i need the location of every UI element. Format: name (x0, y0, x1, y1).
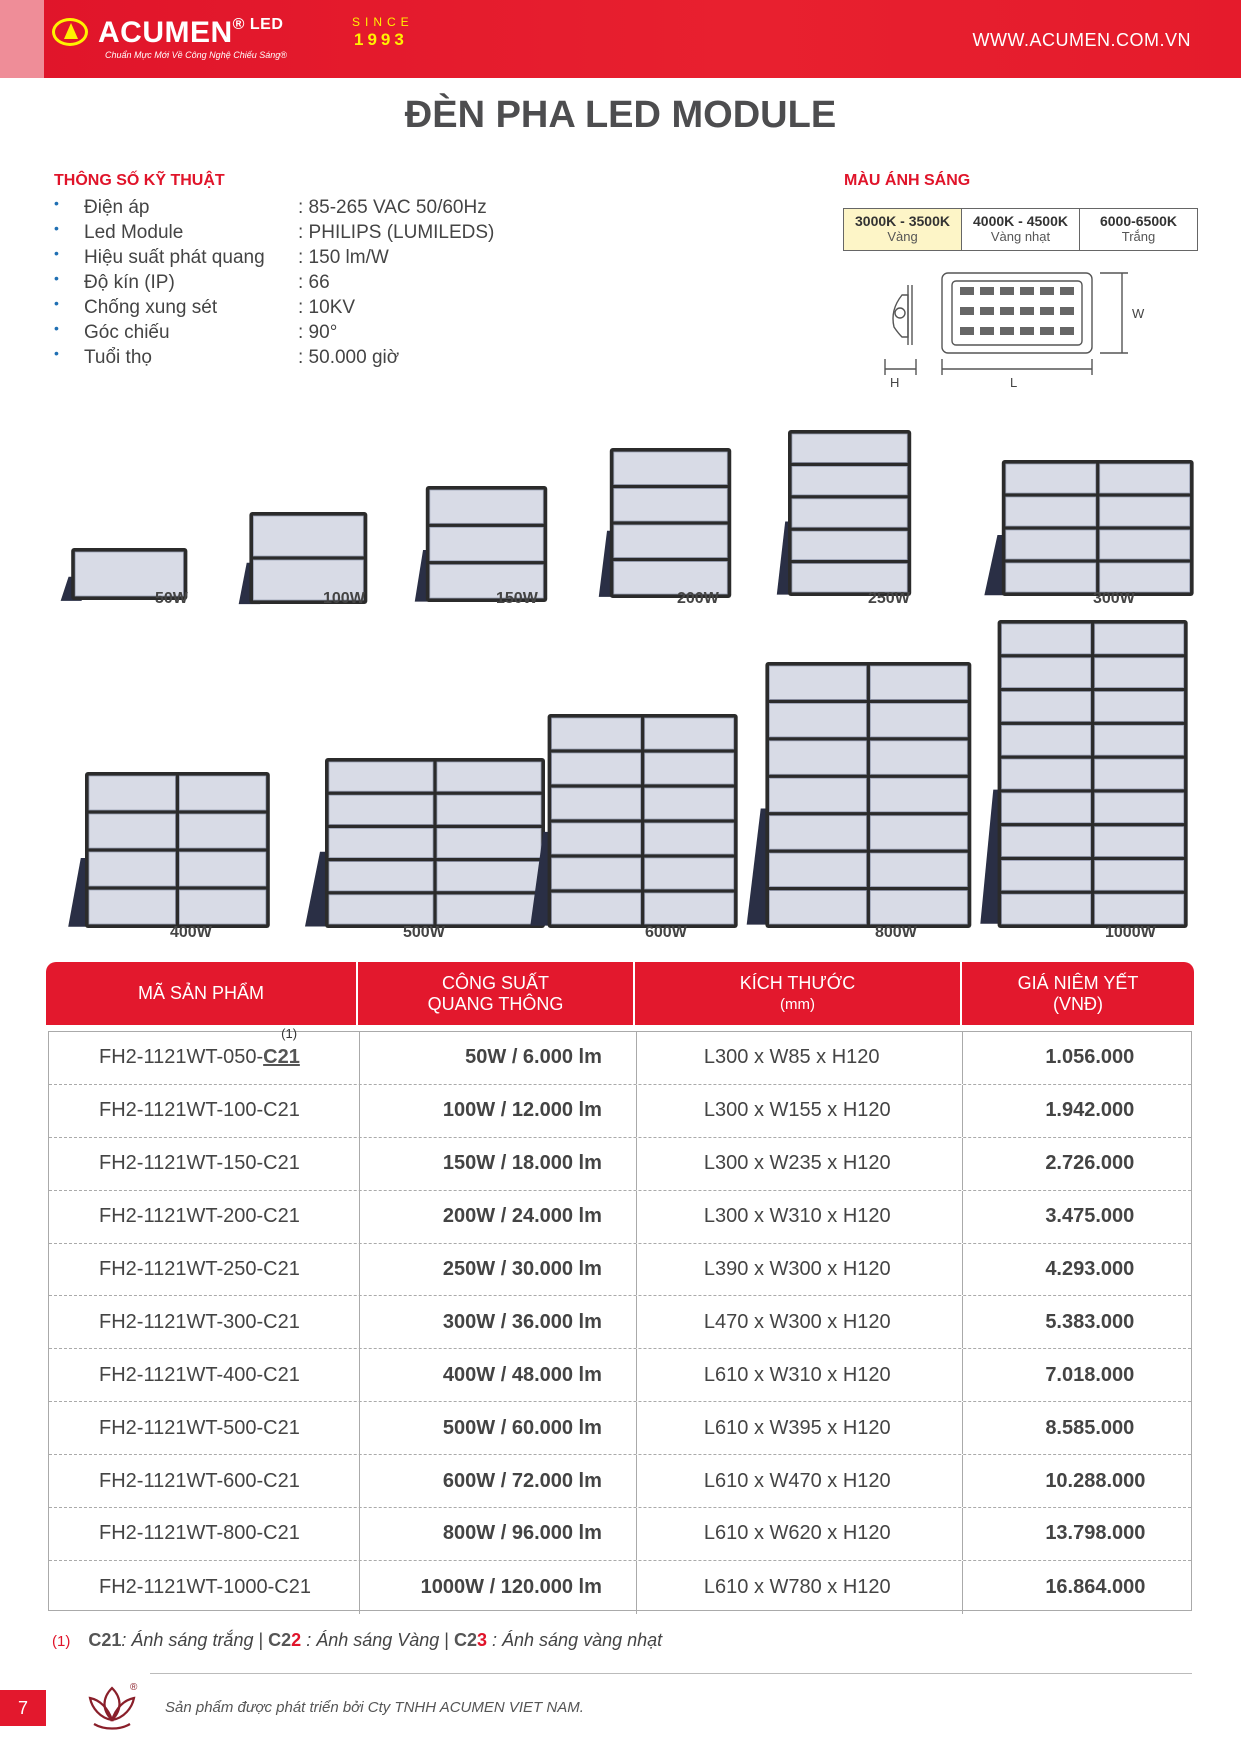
floodlight-image (526, 712, 742, 930)
product-size: L470 x W300 x H120 (637, 1296, 963, 1348)
logo-icon (52, 18, 88, 46)
table-row (49, 1085, 1191, 1138)
header-bar: $ACUMEN^{® LED}$ Chuẩn Mực Mới Về Công Nghệ Chiếu Sáng® SINCE 1993 WWW.ACUMEN.COM.VN (0, 0, 1241, 78)
color-option-warm: 3000K - 3500K Vàng (844, 209, 962, 250)
specs-heading: THÔNG SỐ KỸ THUẬT (54, 172, 225, 189)
floodlight-image (300, 756, 550, 930)
product-code: FH2-1121WT-800-C21 (49, 1508, 360, 1560)
website-link[interactable]: WWW.ACUMEN.COM.VN (972, 30, 1191, 50)
product-power: 50W / 6.000 lm (360, 1032, 636, 1084)
product-code: FH2-1121WT-300-C21 (49, 1296, 360, 1348)
bullet-icon: • (54, 295, 59, 311)
floodlight-image (980, 458, 1198, 598)
product-price: 1.056.000 (1045, 1046, 1135, 1069)
brand-tagline: Chuẩn Mực Mới Về Công Nghệ Chiếu Sáng® (105, 50, 287, 60)
floodlight-image (596, 446, 734, 600)
svg-text:®: ® (130, 1682, 138, 1693)
product-size: L610 x W395 x H120 (637, 1402, 963, 1454)
product-power: 150W / 18.000 lm (360, 1138, 636, 1190)
product-size: L300 x W235 x H120 (637, 1138, 963, 1190)
color-option-white: 6000-6500K Trắng (1099, 213, 1178, 244)
bullet-icon: • (54, 220, 59, 236)
product-power: 200W / 24.000 lm (360, 1191, 636, 1243)
bullet-icon: • (54, 345, 59, 361)
table-row (49, 1026, 1191, 1085)
product-wattage-label: 300W (1093, 590, 1135, 607)
product-wattage-label: 100W (323, 590, 365, 607)
table-row (49, 1191, 1191, 1244)
bullet-icon: • (54, 195, 59, 211)
product-price: 1.942.000 (1045, 1099, 1135, 1122)
product-code: FH2-1121WT-200-C21 (49, 1191, 360, 1243)
table-row (49, 1561, 1191, 1614)
product-code: FH2-1121WT-150-C21 (49, 1138, 360, 1190)
footnote: (1) C21: Ánh sáng trắng | C22 : Ánh sáng Vàng | C23 : Ánh sáng vàng nhạt (52, 1630, 663, 1650)
since-label: SINCE (352, 15, 414, 29)
product-wattage-label: 150W (496, 590, 538, 607)
price-table (48, 1026, 1192, 1611)
product-wattage-label: 400W (170, 924, 212, 941)
product-size: L610 x W470 x H120 (637, 1455, 963, 1507)
table-row (49, 1508, 1191, 1561)
product-size: L610 x W620 x H120 (637, 1508, 963, 1560)
floodlight-image (976, 618, 1192, 930)
floodlight-image (742, 660, 976, 930)
product-code: FH2-1121WT-050- (1) C21 (49, 1032, 360, 1084)
price-table-header (46, 962, 1194, 1025)
product-power: 100W / 12.000 lm (360, 1085, 636, 1137)
product-size: L390 x W300 x H120 (637, 1244, 963, 1296)
product-price: 3.475.000 (1045, 1205, 1135, 1228)
footer-credit: Sản phẩm được phát triển bởi Cty TNHH ACUMEN VIET NAM. (165, 1699, 584, 1716)
product-price: 10.288.000 (1045, 1469, 1146, 1492)
lotus-logo-icon (84, 1680, 140, 1736)
col-header-price: GIÁ NIÊM YẾT (VNĐ) (1017, 972, 1139, 1014)
product-size: L610 x W780 x H120 (637, 1561, 963, 1614)
table-row (49, 1455, 1191, 1508)
product-price: 2.726.000 (1045, 1152, 1135, 1175)
product-code: FH2-1121WT-250-C21 (49, 1244, 360, 1296)
product-price: 5.383.000 (1045, 1310, 1135, 1333)
product-code: FH2-1121WT-500-C21 (49, 1402, 360, 1454)
table-row (49, 1244, 1191, 1297)
since-year: 1993 (354, 30, 408, 49)
floodlight-image (64, 770, 274, 930)
product-wattage-label: 1000W (1105, 924, 1156, 941)
product-power: 800W / 96.000 lm (360, 1508, 636, 1560)
floodlight-image (412, 484, 550, 604)
col-header-size: KÍCH THƯỚC (mm) (635, 962, 962, 1025)
product-power: 400W / 48.000 lm (360, 1349, 636, 1401)
product-size: L610 x W310 x H120 (637, 1349, 963, 1401)
product-wattage-label: 800W (875, 924, 917, 941)
product-size: L300 x W310 x H120 (637, 1191, 963, 1243)
product-size: L300 x W155 x H120 (637, 1085, 963, 1137)
light-color-heading: MÀU ÁNH SÁNG (844, 172, 971, 189)
product-price: 4.293.000 (1045, 1258, 1135, 1280)
product-power: 250W / 30.000 lm (360, 1244, 636, 1296)
header-accent (0, 0, 44, 78)
footer-divider (150, 1673, 1192, 1674)
col-header-code: MÃ SẢN PHẨM (46, 962, 358, 1025)
table-row (49, 1349, 1191, 1402)
product-price: 8.585.000 (1045, 1416, 1135, 1439)
product-wattage-label: 600W (645, 924, 687, 941)
bullet-icon: • (54, 320, 59, 336)
color-option-neutral: 4000K - 4500K Vàng nhạt (962, 209, 1080, 250)
product-price: 7.018.000 (1045, 1363, 1135, 1386)
bullet-icon: • (54, 270, 59, 286)
product-code: FH2-1121WT-400-C21 (49, 1349, 360, 1401)
dimension-diagram (850, 265, 1150, 395)
product-power: 600W / 72.000 lm (360, 1455, 636, 1507)
product-code: FH2-1121WT-600-C21 (49, 1455, 360, 1507)
table-row (49, 1402, 1191, 1455)
product-wattage-label: 500W (403, 924, 445, 941)
table-row (49, 1138, 1191, 1191)
page-title: ĐÈN PHA LED MODULE (404, 94, 837, 136)
product-power: 500W / 60.000 lm (360, 1402, 636, 1454)
svg-text:W: W (1132, 306, 1145, 321)
product-power: 1000W / 120.000 lm (360, 1561, 636, 1614)
product-price: 16.864.000 (1045, 1575, 1146, 1598)
bullet-icon: • (54, 245, 59, 261)
page-number: 7 (0, 1690, 46, 1726)
product-wattage-label: 200W (677, 590, 719, 607)
svg-text:L: L (1010, 375, 1018, 390)
product-code: FH2-1121WT-1000-C21 (49, 1561, 360, 1614)
product-size: L300 x W85 x H120 (637, 1032, 963, 1084)
product-price: 13.798.000 (1045, 1522, 1146, 1545)
table-row (49, 1296, 1191, 1349)
product-wattage-label: 50W (155, 590, 188, 607)
product-wattage-label: 250W (868, 590, 910, 607)
col-header-power: CÔNG SUẤT QUANG THÔNG (358, 962, 635, 1025)
floodlight-image (774, 428, 914, 598)
svg-text:H: H (890, 375, 900, 390)
product-code: FH2-1121WT-100-C21 (49, 1085, 360, 1137)
light-color-table (843, 208, 1198, 251)
product-power: 300W / 36.000 lm (360, 1296, 636, 1348)
